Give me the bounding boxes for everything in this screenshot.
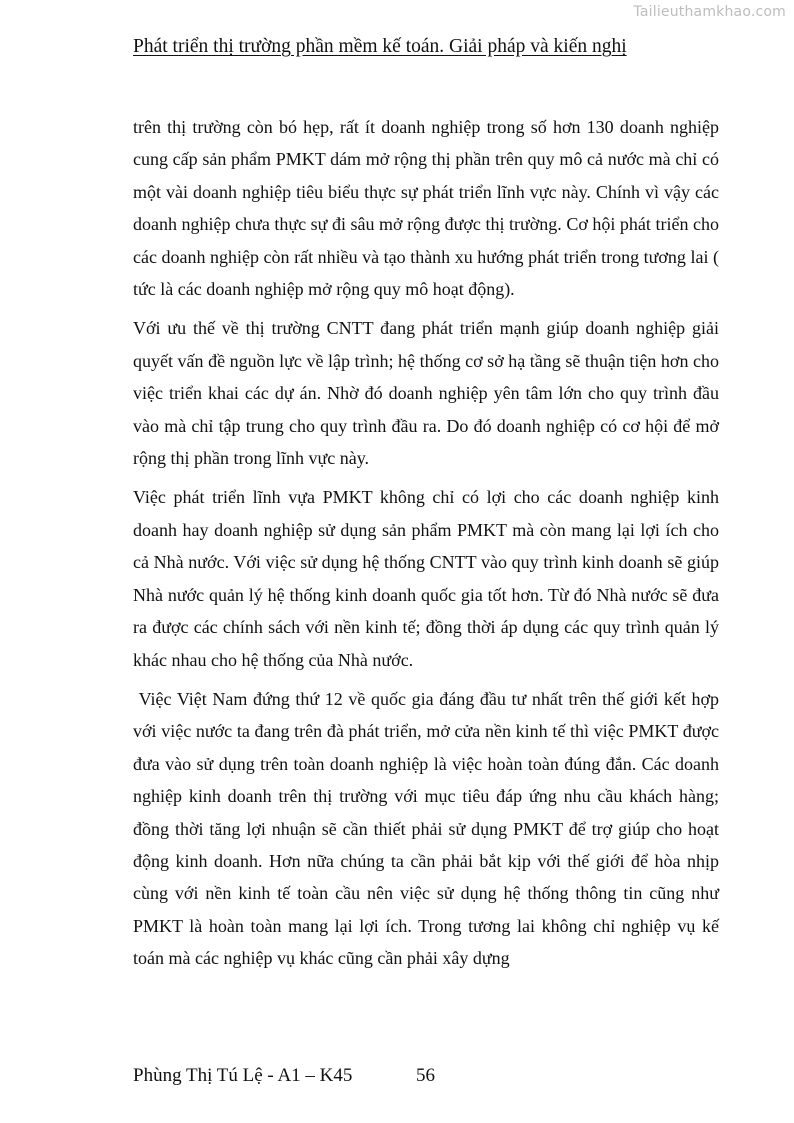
page-number: 56 (416, 1065, 435, 1086)
paragraph: Với ưu thế về thị trường CNTT đang phát triển mạnh giúp doanh nghiệp giải quyết vấn đề nguồn lực về lập trình; hệ thống cơ sở hạ tầng sẽ thuận tiện hơn cho việc triển khai các dự án. Nhờ đó doanh nghiệp yên tâm lớn cho quy trình đầu vào mà chỉ tập trung cho quy trình đầu ra. Do đó doanh nghiệp có cơ hội để mở rộng thị phần trong lĩnh vực này. (133, 318, 719, 469)
paragraph: Việc Việt Nam đứng thứ 12 về quốc gia đáng đầu tư nhất trên thế giới kết hợp với việc nước ta đang trên đà phát triển, mở cửa nền kinh tế thì việc PMKT được đưa vào sử dụng trên toàn doanh nghiệp là việc hoàn toàn đúng đắn. Các doanh nghiệp kinh doanh trên thị trường với mục tiêu đáp ứng nhu cầu khách hàng; đồng thời tăng lợi nhuận sẽ cần thiết phải sử dụng PMKT để trợ giúp cho hoạt động kinh doanh. Hơn nữa chúng ta cần phải bắt kịp với thế giới để hòa nhịp cùng với nền kinh tế toàn cầu nên việc sử dụng hệ thống thông tin cũng như PMKT là hoàn toàn mang lại lợi ích. Trong tương lai không chỉ nghiệp vụ kế toán mà các nghiệp vụ khác cũng cần phải xây dựng (133, 688, 724, 969)
footer-author: Phùng Thị Tú Lệ - A1 – K45 (133, 1065, 353, 1086)
running-header-title: Phát triển thị trường phần mềm kế toán. Giải pháp và kiến nghị (133, 36, 627, 57)
body-text (133, 111, 724, 982)
watermark: Tailieuthamkhao.com (633, 4, 786, 20)
paragraph: Việc phát triển lĩnh vựa PMKT không chỉ có lợi cho các doanh nghiệp kinh doanh hay doanh nghiệp sử dụng sản phẩm PMKT mà còn mang lại lợi ích cho cả Nhà nước. Với việc sử dụng hệ thống CNTT vào quy trình kinh doanh sẽ giúp Nhà nước quản lý hệ thống kinh doanh quốc gia tốt hơn. Từ đó Nhà nước sẽ đưa ra được các chính sách với nền kinh tế; đồng thời áp dụng các quy trình quản lý khác nhau cho hệ thống của Nhà nước. (133, 487, 719, 670)
paragraph: trên thị trường còn bó hẹp, rất ít doanh nghiệp trong số hơn 130 doanh nghiệp cung cấp sản phẩm PMKT dám mở rộng thị phần trên quy mô cả nước mà chỉ có một vài doanh nghiệp tiêu biểu thực sự phát triển lĩnh vực này. Chính vì vậy các doanh nghiệp chưa thực sự đi sâu mở rộng được thị trường. Cơ hội phát triển cho các doanh nghiệp còn rất nhiều và tạo thành xu hướng phát triển trong tương lai ( tức là các doanh nghiệp mở rộng quy mô hoạt động). (133, 117, 719, 300)
page-footer (133, 1065, 435, 1087)
